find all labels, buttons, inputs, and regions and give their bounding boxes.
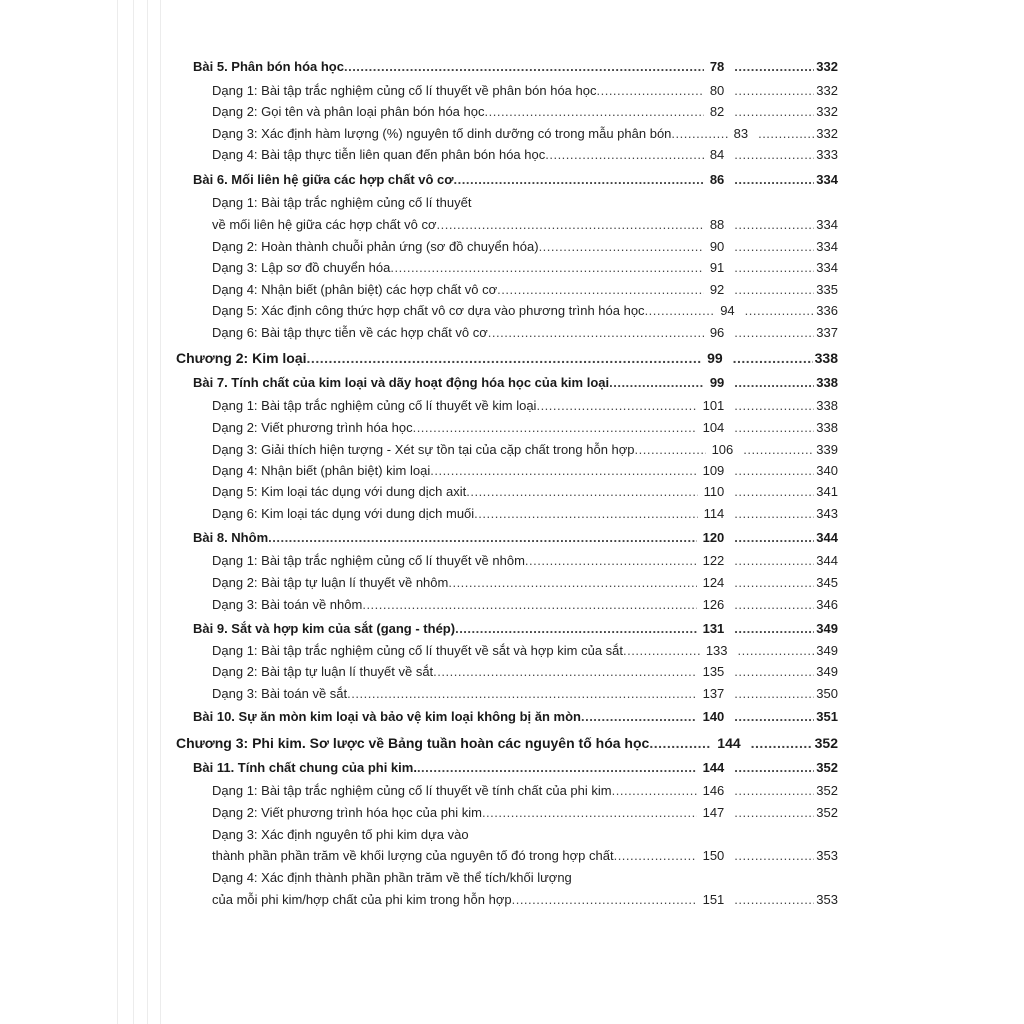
toc-lesson-row[interactable] — [193, 709, 838, 724]
toc-item-row[interactable] — [212, 303, 838, 318]
page-number: 86 — [709, 172, 725, 187]
page-number: 99 — [707, 350, 723, 366]
answer-page-number: 338 — [816, 398, 838, 413]
answer-page-number: 334 — [816, 239, 838, 254]
toc-item-row[interactable] — [212, 398, 838, 413]
answer-page-number: 341 — [816, 484, 838, 499]
answer-page-number: 351 — [816, 709, 838, 724]
dot-leader — [738, 643, 815, 658]
page-number: 109 — [702, 463, 725, 478]
toc-item-row[interactable] — [212, 553, 838, 568]
toc-item-row[interactable] — [212, 147, 838, 162]
dot-leader — [268, 530, 696, 545]
answer-page-number: 338 — [816, 420, 838, 435]
toc-entry-title: Chương 2: Kim loại — [176, 350, 307, 366]
page-number: 92 — [709, 282, 725, 297]
answer-page-number: 338 — [816, 375, 838, 390]
page-number: 151 — [702, 892, 725, 907]
toc-item-row[interactable] — [212, 506, 838, 521]
dot-leader — [734, 147, 814, 162]
toc-entry-title: Dạng 2: Gọi tên và phân loại phân bón hóa học — [212, 104, 485, 119]
dot-leader — [596, 83, 703, 98]
toc-entry-title: Dạng 4: Bài tập thực tiễn liên quan đến phân bón hóa học — [212, 147, 546, 162]
toc-item-row[interactable] — [212, 463, 838, 478]
page-number: 91 — [709, 260, 725, 275]
dot-leader — [433, 664, 696, 679]
dot-leader — [734, 553, 814, 568]
page-number: 82 — [709, 104, 725, 119]
dot-leader — [466, 484, 697, 499]
page-number: 94 — [720, 303, 735, 318]
toc-item-row[interactable] — [212, 325, 838, 340]
answer-page-number: 340 — [816, 463, 838, 478]
page-number: 120 — [702, 530, 725, 545]
dot-leader — [448, 575, 696, 590]
toc-entry-title: Dạng 2: Viết phương trình hóa học — [212, 420, 413, 435]
page-number: 135 — [702, 664, 725, 679]
page-number: 84 — [709, 147, 725, 162]
toc-item-row[interactable] — [212, 260, 838, 275]
dot-leader — [743, 442, 814, 457]
dot-leader — [536, 398, 696, 413]
toc-entry-title: Dạng 5: Kim loại tác dụng với dung dịch axit — [212, 484, 467, 499]
toc-entry-title: Dạng 3: Xác định hàm lượng (%) nguyên tố dinh dưỡng có trong mẫu phân bón — [212, 126, 672, 141]
dot-leader — [497, 282, 704, 297]
page-number: 146 — [702, 783, 725, 798]
toc-entry-title: Bài 8. Nhôm — [193, 530, 269, 545]
toc-entry-title: Dạng 2: Bài tập tự luận lí thuyết về sắt — [212, 664, 434, 679]
dot-leader — [734, 375, 814, 390]
page-number: 106 — [711, 442, 734, 457]
page-number: 122 — [702, 553, 725, 568]
answer-page-number: 352 — [816, 783, 838, 798]
page-number: 140 — [702, 709, 725, 724]
toc-entry-title: Dạng 2: Bài tập tự luận lí thuyết về nhôm — [212, 575, 449, 590]
dot-leader — [474, 506, 697, 521]
answer-page-number: 352 — [816, 805, 838, 820]
dot-leader — [734, 325, 814, 340]
toc-text-line: Dạng 1: Bài tập trắc nghiệm củng cố lí thuyết — [212, 195, 472, 210]
dot-leader — [745, 303, 815, 318]
dot-leader — [734, 59, 814, 74]
answer-page-number: 332 — [816, 59, 838, 74]
answer-page-number: 344 — [816, 553, 838, 568]
toc-lesson-row[interactable] — [193, 172, 838, 187]
dot-leader — [751, 735, 813, 751]
toc-item-row[interactable] — [212, 664, 838, 679]
page-number: 126 — [702, 597, 725, 612]
toc-item-row[interactable] — [212, 892, 838, 907]
dot-leader — [454, 172, 704, 187]
answer-page-number: 350 — [816, 686, 838, 701]
answer-page-number: 346 — [816, 597, 838, 612]
dot-leader — [609, 375, 704, 390]
dot-leader — [362, 597, 696, 612]
toc-item-row[interactable] — [212, 282, 838, 297]
dot-leader — [512, 892, 697, 907]
answer-page-number: 332 — [816, 104, 838, 119]
toc-item-row[interactable] — [212, 805, 838, 820]
dot-leader — [734, 104, 814, 119]
dot-leader — [614, 848, 697, 863]
answer-page-number: 344 — [816, 530, 838, 545]
dot-leader — [645, 303, 715, 318]
dot-leader — [525, 553, 697, 568]
answer-page-number: 353 — [816, 848, 838, 863]
toc-entry-title: Dạng 4: Nhận biết (phân biệt) các hợp chất vô cơ — [212, 282, 498, 297]
dot-leader — [539, 239, 704, 254]
answer-page-number: 343 — [816, 506, 838, 521]
dot-leader — [390, 260, 703, 275]
toc-entry-title: Bài 6. Mối liên hệ giữa các hợp chất vô cơ — [193, 172, 454, 187]
dot-leader — [734, 686, 814, 701]
dot-leader — [734, 83, 814, 98]
answer-page-number: 332 — [816, 126, 838, 141]
toc-entry-title: về mối liên hệ giữa các hợp chất vô cơ — [212, 217, 437, 232]
answer-page-number: 332 — [816, 83, 838, 98]
toc-entry-title: Dạng 3: Bài toán về nhôm — [212, 597, 363, 612]
toc-item-row[interactable] — [212, 126, 838, 141]
toc-entry-title: Dạng 1: Bài tập trắc nghiệm củng cố lí thuyết về sắt và hợp kim của sắt — [212, 643, 624, 658]
toc-entry-title: Bài 11. Tính chất chung của phi kim. — [193, 760, 417, 775]
toc-item-row[interactable] — [212, 643, 838, 658]
toc-entry-title: Bài 7. Tính chất của kim loại và dãy hoạt động hóa học của kim loại — [193, 375, 610, 390]
answer-page-number: 337 — [816, 325, 838, 340]
dot-leader — [671, 126, 727, 141]
dot-leader — [455, 621, 697, 636]
toc-entry-title: Dạng 1: Bài tập trắc nghiệm củng cố lí thuyết về kim loại — [212, 398, 537, 413]
answer-page-number: 334 — [816, 217, 838, 232]
toc-item-row[interactable] — [212, 783, 838, 798]
dot-leader — [344, 59, 704, 74]
dot-leader — [734, 709, 814, 724]
answer-page-number: 352 — [814, 735, 838, 751]
answer-page-number: 338 — [814, 350, 838, 366]
toc-item-row[interactable] — [212, 484, 838, 499]
toc-item-row[interactable] — [212, 442, 838, 457]
answer-page-number: 336 — [816, 303, 838, 318]
toc-text-line: Dạng 4: Xác định thành phần phần trăm về thể tích/khối lượng — [212, 870, 572, 885]
toc-item-row[interactable] — [212, 239, 838, 254]
toc-entry-title: Dạng 2: Viết phương trình hóa học của phi kim — [212, 805, 482, 820]
dot-leader — [581, 709, 697, 724]
answer-page-number: 352 — [816, 760, 838, 775]
dot-leader — [485, 104, 704, 119]
toc-entry-title: Dạng 4: Nhận biết (phân biệt) kim loại — [212, 463, 431, 478]
toc-item-row[interactable] — [212, 83, 838, 98]
page-number: 80 — [709, 83, 725, 98]
toc-item-row[interactable] — [212, 217, 838, 232]
page-number: 131 — [702, 621, 725, 636]
dot-leader — [734, 398, 814, 413]
answer-page-number: 349 — [816, 664, 838, 679]
answer-page-number: 349 — [816, 621, 838, 636]
page-number: 101 — [702, 398, 725, 413]
page-number: 137 — [702, 686, 725, 701]
answer-page-number: 349 — [816, 643, 838, 658]
toc-item-row[interactable] — [212, 597, 838, 612]
dot-leader — [734, 260, 814, 275]
dot-leader — [734, 575, 814, 590]
dot-leader — [734, 783, 814, 798]
toc-entry-title: thành phần phần trăm về khối lượng của nguyên tố đó trong hợp chất — [212, 848, 614, 863]
toc-text-line: Dạng 3: Xác định nguyên tố phi kim dựa vào — [212, 827, 469, 842]
page-number: 150 — [702, 848, 725, 863]
toc-entry-title: của mỗi phi kim/hợp chất của phi kim trong hỗn hợp — [212, 892, 512, 907]
dot-leader — [430, 463, 696, 478]
dot-leader — [734, 664, 814, 679]
toc-entry-title: Bài 10. Sự ăn mòn kim loại và bảo vệ kim loại không bị ăn mòn — [193, 709, 581, 724]
toc-item-row[interactable] — [212, 420, 838, 435]
dot-leader — [734, 239, 814, 254]
toc-entry-title: Dạng 3: Bài toán về sắt — [212, 686, 348, 701]
dot-leader — [307, 350, 702, 366]
toc-item-row[interactable] — [212, 104, 838, 119]
dot-leader — [734, 506, 814, 521]
answer-page-number: 335 — [816, 282, 838, 297]
page-number: 114 — [703, 506, 725, 521]
page-number: 90 — [709, 239, 725, 254]
page-number: 104 — [702, 420, 725, 435]
dot-leader — [734, 892, 814, 907]
dot-leader — [649, 735, 711, 751]
answer-page-number: 334 — [816, 260, 838, 275]
dot-leader — [733, 350, 813, 366]
dot-leader — [758, 126, 814, 141]
page-number: 88 — [709, 217, 725, 232]
toc-chapter-row[interactable] — [176, 350, 838, 366]
toc-lesson-row[interactable] — [193, 530, 838, 545]
dot-leader — [734, 805, 814, 820]
dot-leader — [734, 282, 814, 297]
toc-lesson-row[interactable] — [193, 621, 838, 636]
toc-item-row[interactable] — [212, 575, 838, 590]
dot-leader — [734, 848, 814, 863]
answer-page-number: 345 — [816, 575, 838, 590]
dot-leader — [545, 147, 704, 162]
dot-leader — [347, 686, 696, 701]
dot-leader — [635, 442, 706, 457]
toc-entry-title: Dạng 3: Lập sơ đồ chuyển hóa — [212, 260, 391, 275]
toc-lesson-row[interactable] — [193, 59, 838, 74]
dot-leader — [734, 530, 814, 545]
dot-leader — [734, 621, 814, 636]
dot-leader — [734, 217, 814, 232]
dot-leader — [482, 805, 697, 820]
toc-item-row[interactable] — [212, 848, 838, 863]
dot-leader — [734, 420, 814, 435]
toc-entry-title: Dạng 6: Bài tập thực tiễn về các hợp chất vô cơ — [212, 325, 488, 340]
answer-page-number: 333 — [816, 147, 838, 162]
page-number: 144 — [717, 735, 741, 751]
dot-leader — [623, 643, 700, 658]
toc-lesson-row[interactable] — [193, 760, 838, 775]
toc-entry-title: Bài 9. Sắt và hợp kim của sắt (gang - thép) — [193, 621, 456, 636]
toc-entry-title: Dạng 6: Kim loại tác dụng với dung dịch muối — [212, 506, 475, 521]
answer-page-number: 353 — [816, 892, 838, 907]
page-number: 110 — [703, 484, 725, 499]
dot-leader — [413, 420, 697, 435]
page-number: 124 — [702, 575, 725, 590]
page-number: 99 — [709, 375, 725, 390]
toc-lesson-row[interactable] — [193, 375, 838, 390]
page-number: 144 — [702, 760, 725, 775]
answer-page-number: 334 — [816, 172, 838, 187]
toc-chapter-row[interactable] — [176, 735, 838, 751]
toc-entry-title: Dạng 5: Xác định công thức hợp chất vô cơ dựa vào phương trình hóa học — [212, 303, 645, 318]
dot-leader — [734, 760, 814, 775]
dot-leader — [488, 325, 704, 340]
answer-page-number: 339 — [816, 442, 838, 457]
dot-leader — [734, 484, 814, 499]
toc-entry-title: Dạng 1: Bài tập trắc nghiệm củng cố lí thuyết về phân bón hóa học — [212, 83, 597, 98]
toc-entry-title: Dạng 2: Hoàn thành chuỗi phản ứng (sơ đồ chuyển hóa) — [212, 239, 539, 254]
dot-leader — [612, 783, 697, 798]
toc-entry-title: Dạng 1: Bài tập trắc nghiệm củng cố lí thuyết về tính chất của phi kim — [212, 783, 612, 798]
page-number: 78 — [709, 59, 725, 74]
toc-entry-title: Dạng 1: Bài tập trắc nghiệm củng cố lí thuyết về nhôm — [212, 553, 525, 568]
toc-entry-title: Bài 5. Phân bón hóa học — [193, 59, 344, 74]
dot-leader — [417, 760, 697, 775]
page-number: 96 — [709, 325, 725, 340]
dot-leader — [734, 597, 814, 612]
toc-entry-title: Dạng 3: Giải thích hiện tượng - Xét sự tồn tại của cặp chất trong hỗn hợp — [212, 442, 635, 457]
dot-leader — [734, 463, 814, 478]
page-number: 147 — [702, 805, 725, 820]
dot-leader — [734, 172, 814, 187]
dot-leader — [436, 217, 703, 232]
page-number: 133 — [705, 643, 728, 658]
toc-item-row[interactable] — [212, 686, 838, 701]
toc-entry-title: Chương 3: Phi kim. Sơ lược về Bảng tuần hoàn các nguyên tố hóa học — [176, 735, 650, 751]
page-number: 83 — [733, 126, 749, 141]
